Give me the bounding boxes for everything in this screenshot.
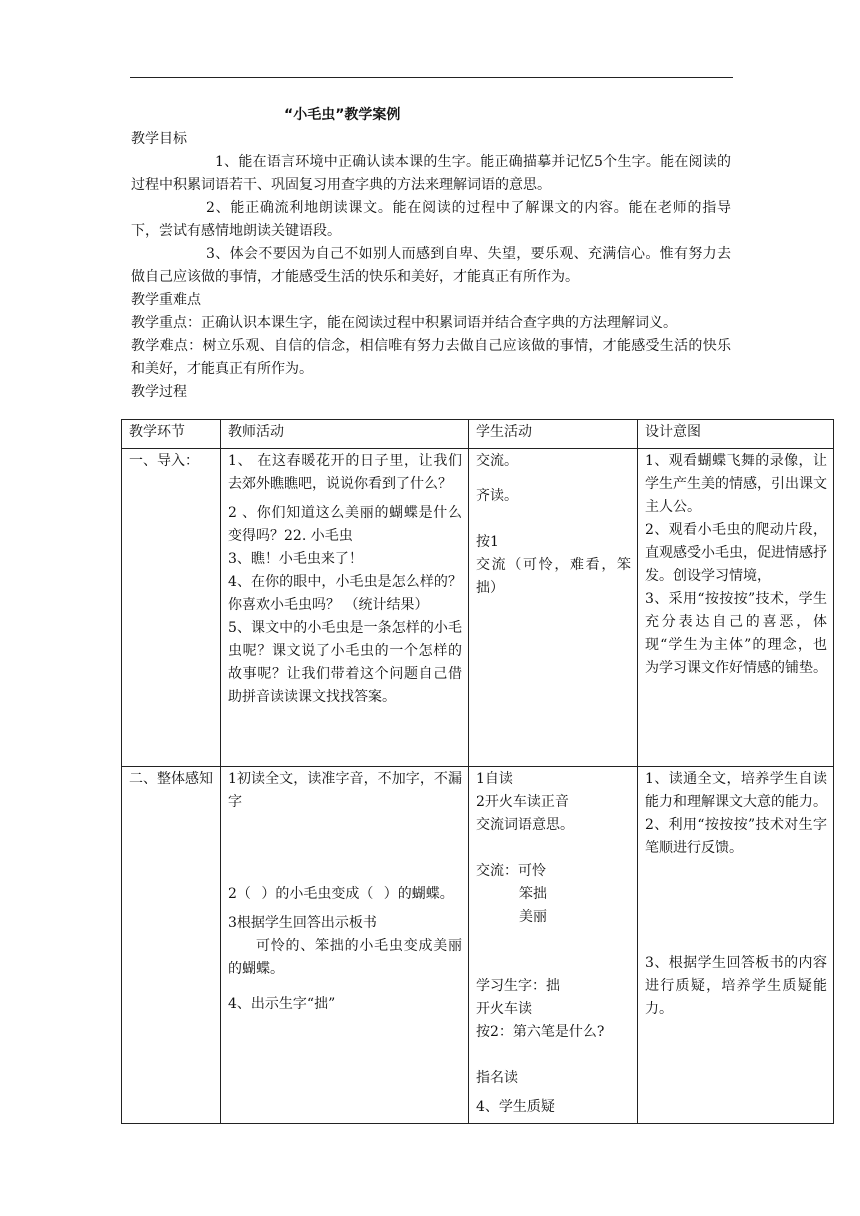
student-step: 交流。 bbox=[476, 453, 518, 469]
teacher-cell bbox=[221, 767, 469, 1124]
intent-item: 2、利用“按按按”技术对生字笔顺进行反馈。 bbox=[645, 817, 827, 856]
student-step: 指名读 bbox=[476, 1070, 518, 1086]
intent-item: 1、观看蝴蝶飞舞的录像，让学生产生美的情感，引出课文主人公。 bbox=[645, 453, 827, 515]
student-step: 美丽 bbox=[519, 909, 547, 925]
intent-item: 3、根据学生回答板书的内容进行质疑，培养学生质疑能力。 bbox=[645, 955, 827, 1017]
teacher-step: 1初读全文，读准字音，不加字，不漏字 bbox=[228, 771, 462, 810]
table-header-row bbox=[122, 420, 834, 449]
header-stage: 教学环节 bbox=[122, 420, 221, 449]
document-title: “小毛虫”教学案例 bbox=[284, 107, 401, 123]
keypoints-heading: 教学重难点 bbox=[131, 292, 201, 308]
teacher-step: 3根据学生回答出示板书 bbox=[228, 915, 377, 931]
student-step: 按1 bbox=[476, 534, 499, 550]
document-body bbox=[131, 128, 731, 404]
student-step: 2开火车读正音 bbox=[476, 794, 569, 810]
teacher-step: 5、课文中的小毛虫是一条怎样的小毛虫呢？课文说了小毛虫的一个怎样的故事呢？让我们带着这个问题自己借助拼音读读课文找找答案。 bbox=[228, 620, 462, 705]
lesson-table bbox=[121, 419, 834, 1124]
student-step: 学习生字：拙 bbox=[476, 978, 560, 994]
goals-heading: 教学目标 bbox=[131, 131, 187, 147]
student-step: 笨拙 bbox=[519, 886, 547, 902]
student-step: 交流（可怜，难看，笨拙） bbox=[476, 557, 631, 596]
student-step: 4、学生质疑 bbox=[476, 1099, 555, 1115]
student-cell bbox=[469, 767, 638, 1124]
student-cell bbox=[469, 449, 638, 767]
table-row bbox=[122, 767, 834, 1124]
student-step: 齐读。 bbox=[476, 488, 518, 504]
teacher-step: 4、出示生字“拙” bbox=[228, 996, 336, 1012]
key-point: 教学重点：正确认识本课生字，能在阅读过程中积累词语并结合查字典的方法理解词义。 bbox=[131, 315, 677, 331]
goal-2: 2、能正确流利地朗读课文。能在阅读的过程中了解课文的内容。能在老师的指导下，尝试有感情地朗读关键语段。 bbox=[131, 200, 731, 239]
table-row bbox=[122, 449, 834, 767]
student-step: 1自读 bbox=[476, 771, 513, 787]
teacher-cell bbox=[221, 449, 469, 767]
intent-cell bbox=[638, 449, 834, 767]
student-step: 开火车读 bbox=[476, 1001, 532, 1017]
header-rule bbox=[130, 77, 733, 78]
intent-cell bbox=[638, 767, 834, 1124]
header-teacher: 教师活动 bbox=[221, 420, 469, 449]
teacher-step: 2 、你们知道这么美丽的蝴蝶是什么变得吗？22. 小毛虫 bbox=[228, 505, 462, 544]
teacher-step: 4、在你的眼中，小毛虫是怎么样的？你喜欢小毛虫吗？ （统计结果） bbox=[228, 574, 462, 613]
student-step: 交流词语意思。 bbox=[476, 817, 574, 833]
stage-cell: 二、整体感知 bbox=[122, 767, 221, 1124]
stage-cell: 一、导入： bbox=[122, 449, 221, 767]
teacher-step: 可怜的、笨拙的小毛虫变成美丽的蝴蝶。 bbox=[228, 938, 462, 977]
process-heading: 教学过程 bbox=[131, 384, 187, 400]
teacher-step: 2（ ）的小毛虫变成（ ）的蝴蝶。 bbox=[228, 886, 454, 902]
student-step: 交流：可怜 bbox=[476, 863, 546, 879]
header-student: 学生活动 bbox=[469, 420, 638, 449]
intent-item: 3、采用“按按按”技术，学生充分表达自己的喜恶，体现“学生为主体”的理念，也为学习课文作好情感的铺垫。 bbox=[645, 591, 827, 676]
intent-item: 1、读通全文，培养学生自读能力和理解课文大意的能力。 bbox=[645, 771, 827, 810]
intent-item: 2、观看小毛虫的爬动片段，直观感受小毛虫，促进情感抒发。创设学习情境， bbox=[645, 522, 827, 584]
header-intent: 设计意图 bbox=[638, 420, 834, 449]
teacher-step: 3、瞧！小毛虫来了！ bbox=[228, 551, 363, 567]
goal-3: 3、体会不要因为自己不如别人而感到自卑、失望，要乐观、充满信心。惟有努力去做自己应该做的事情，才能感受生活的快乐和美好，才能真正有所作为。 bbox=[131, 246, 731, 285]
student-step: 按2：第六笔是什么? bbox=[476, 1024, 605, 1040]
goal-1: 1、能在语言环境中正确认读本课的生字。能正确描摹并记忆5个生字。能在阅读的过程中积累词语若干、巩固复习用查字典的方法来理解词语的意思。 bbox=[131, 154, 731, 193]
teacher-step: 1、 在这春暖花开的日子里，让我们去郊外瞧瞧吧，说说你看到了什么？ bbox=[228, 453, 462, 492]
difficult-point: 教学难点：树立乐观、自信的信念，相信唯有努力去做自己应该做的事情，才能感受生活的快乐和美好，才能真正有所作为。 bbox=[131, 338, 731, 377]
